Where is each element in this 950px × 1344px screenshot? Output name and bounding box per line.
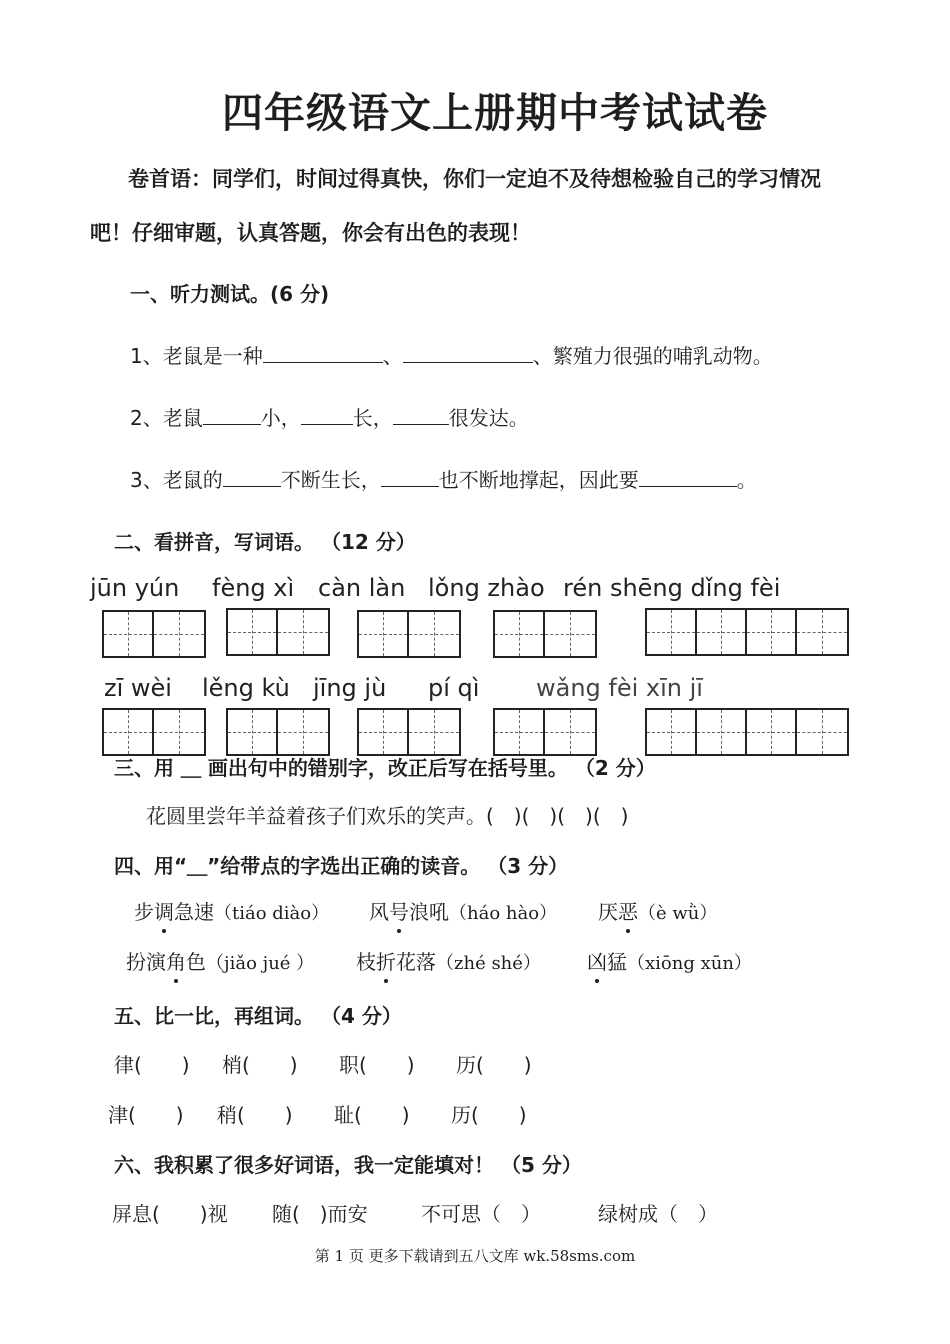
writing-grid[interactable] [493,708,597,756]
answer-blank[interactable] [381,464,439,487]
answer-blank[interactable] [403,340,533,363]
section6-heading: 六、我积累了很多好词语，我一定能填对！ （5 分） [114,1153,582,1177]
s6-item: 不可思（ ） [421,1202,541,1226]
answer-blank[interactable] [223,464,281,487]
writing-grid[interactable] [645,708,849,756]
pinyin-label: fèng xì [212,574,295,602]
s6-item: 绿树成（ ） [598,1202,718,1226]
pinyin-label: rén shēng dǐng fèi [563,574,781,602]
s5-item: 职( ) [339,1053,415,1077]
s4-item: 步调急速（tiáo diào） [134,900,330,924]
writing-grid[interactable] [226,608,330,656]
section2-heading: 二、看拼音，写词语。 （12 分） [114,530,416,554]
s5-item: 历( ) [451,1103,527,1127]
s4-item: 厌恶（è wǜ） [598,900,718,924]
answer-blank[interactable] [639,464,737,487]
s5-item: 耻( ) [334,1103,410,1127]
section1-heading: 一、听力测试。(6 分) [130,282,330,306]
preface-text: 同学们，时间过得真快，你们一定迫不及待想检验自己的学习情况吧！仔细审题，认真答题，你会有出色的表现！ [90,167,821,245]
s5-item: 历( ) [456,1053,532,1077]
section4-heading: 四、用“＿”给带点的字选出正确的读音。 （3 分） [114,854,569,878]
writing-grid[interactable] [357,708,461,756]
preface [90,152,860,260]
s6-item: 随( )而安 [272,1202,368,1226]
s5-item: 梢( ) [222,1053,298,1077]
answer-blank[interactable] [393,402,449,425]
s1-question-1: 1、老鼠是一种 、 、繁殖力很强的哺乳动物。 [130,340,773,369]
s5-item: 律( ) [114,1053,190,1077]
pinyin-label: pí qì [428,674,480,702]
writing-grid[interactable] [226,708,330,756]
s5-item: 津( ) [108,1103,184,1127]
pinyin-label: lǒng zhào [428,574,545,602]
answer-blank[interactable] [301,402,353,425]
writing-grid[interactable] [102,610,206,658]
answer-blank[interactable] [263,340,383,363]
pinyin-label: càn làn [318,574,406,602]
s1-question-3: 3、老鼠的 不断生长， 也不断地撑起，因此要 。 [130,464,757,493]
s3-sentence: 花圆里尝年羊益着孩子们欢乐的笑声。( )( )( )( ) [146,804,629,828]
s1-question-2: 2、老鼠 小， 长， 很发达。 [130,402,529,431]
preface-label: 卷首语： [128,167,212,191]
s4-item: 枝折花落（zhé shé） [356,950,541,974]
s5-item: 稍( ) [217,1103,293,1127]
writing-grid[interactable] [493,610,597,658]
s6-item: 屏息( )视 [112,1202,228,1226]
s4-item: 风号浪吼（háo hào） [369,900,558,924]
s4-item: 凶猛（xiōng xūn） [587,950,752,974]
page-footer: 第 1 页 更多下载请到五八文库 wk.58sms.com [314,1247,636,1265]
page-title: 四年级语文上册期中考试试卷 [222,89,768,137]
s4-item: 扮演角色（jiǎo jué ） [126,950,315,974]
pinyin-label: lěng kù [202,674,290,702]
pinyin-label: zī wèi [104,674,172,702]
section5-heading: 五、比一比，再组词。 （4 分） [114,1004,402,1028]
pinyin-label: jūn yún [90,574,180,602]
pinyin-label: wǎng fèi xīn jī [536,674,703,702]
section3-heading: 三、用 ＿ 画出句中的错别字，改正后写在括号里。 （2 分） [114,756,656,780]
pinyin-label: jīng jù [313,674,387,702]
writing-grid[interactable] [357,610,461,658]
answer-blank[interactable] [203,402,261,425]
writing-grid[interactable] [645,608,849,656]
writing-grid[interactable] [102,708,206,756]
